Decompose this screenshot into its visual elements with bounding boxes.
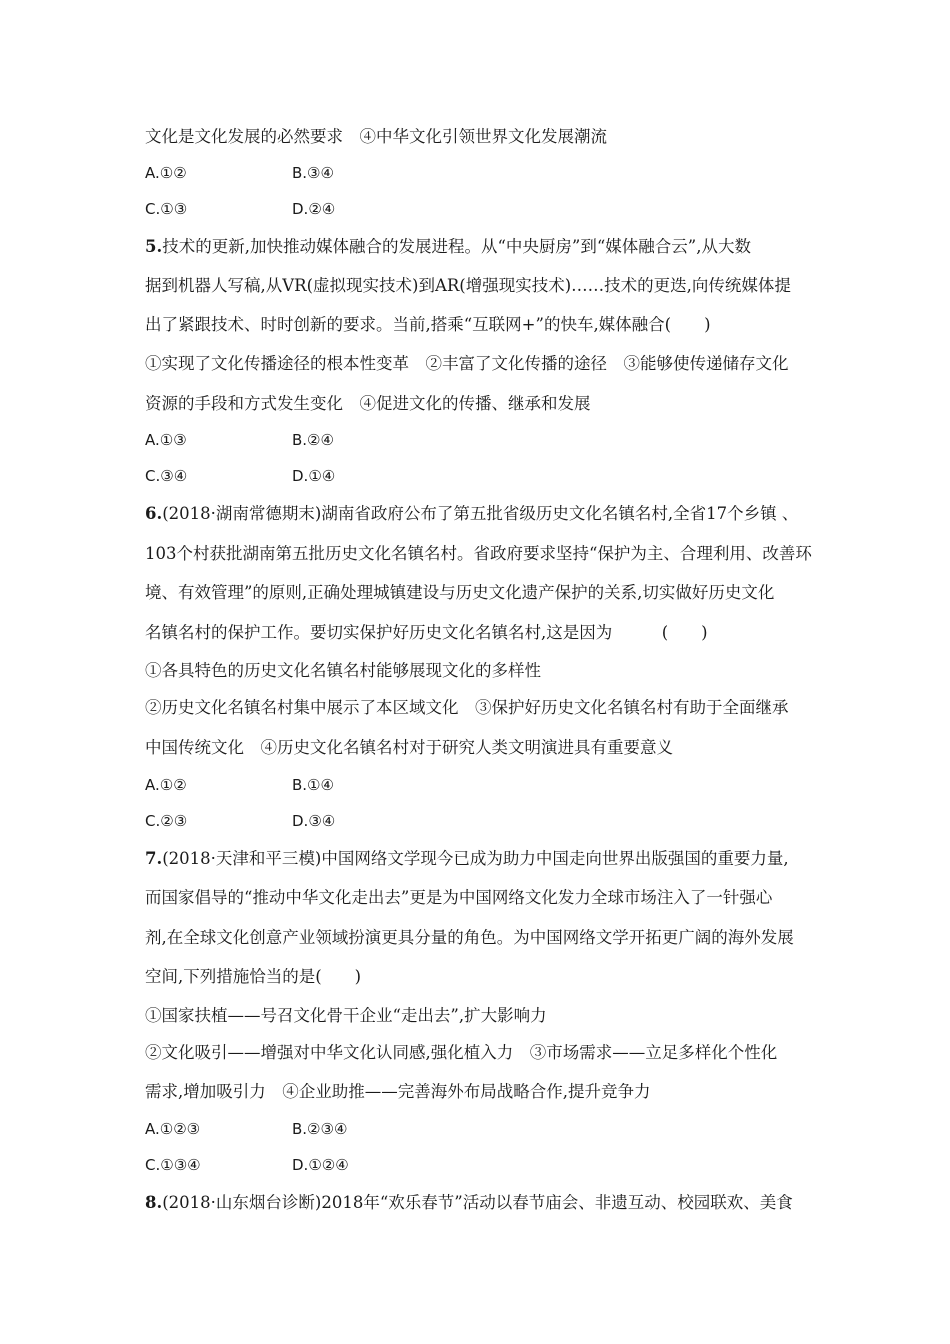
q7-option-b: B.②③④ (292, 1120, 348, 1138)
q5-option-c: C.③④ (145, 467, 188, 485)
q6-statement-line-1: ①各具特色的历史文化名镇名村能够展现文化的多样性 (145, 661, 541, 680)
q5-stem-line-3: 出了紧跟技术、时时创新的要求。当前,搭乘“互联网+”的快车,媒体融合( ) (145, 315, 711, 334)
q7-stem-line-1: 7.(2018·天津和平三模)中国网络文学现今已成为助力中国走向世界出版强国的重要力量, (145, 849, 789, 868)
q7-statement-line-3: 需求,增加吸引力 ④企业助推——完善海外布局战略合作,提升竞争力 (145, 1082, 651, 1101)
q4-option-b: B.③④ (292, 164, 334, 182)
q6-statement-line-3: 中国传统文化 ④历史文化名镇名村对于研究人类文明演进具有重要意义 (145, 738, 673, 757)
q5-statement-line-2: 资源的手段和方式发生变化 ④促进文化的传播、继承和发展 (145, 394, 591, 413)
q5-option-a: A.①③ (145, 431, 187, 449)
q4-option-a: A.①② (145, 164, 187, 182)
q4-option-c: C.①③ (145, 200, 188, 218)
q6-stem-line-2: 103个村获批湖南第五批历史文化名镇名村。省政府要求坚持“保护为主、合理利用、改善环 (145, 544, 812, 563)
q6-stem-line-1: 6.(2018·湖南常德期末)湖南省政府公布了第五批省级历史文化名镇名村,全省17个乡镇 、 (145, 504, 799, 523)
q7-option-a: A.①②③ (145, 1120, 201, 1138)
q6-stem-line-3: 境、有效管理”的原则,正确处理城镇建设与历史文化遗产保护的关系,切实做好历史文化 (145, 583, 775, 602)
q5-stem-line-1: 5.技术的更新,加快推动媒体融合的发展进程。从“中央厨房”到“媒体融合云”,从大数 (145, 237, 751, 256)
q5-number: 5. (145, 237, 163, 256)
q7-stem-line-4: 空间,下列措施恰当的是( ) (145, 967, 362, 986)
q5-option-d: D.①④ (292, 467, 336, 485)
q5-option-b: B.②④ (292, 431, 334, 449)
q6-number: 6. (145, 504, 163, 523)
q6-option-d: D.③④ (292, 812, 336, 830)
q7-option-d: D.①②④ (292, 1156, 349, 1174)
q8-number: 8. (145, 1193, 163, 1212)
q7-stem-line-3: 剂,在全球文化创意产业领域扮演更具分量的角色。为中国网络文学开拓更广阔的海外发展 (145, 928, 794, 947)
q4-text-line: 文化是文化发展的必然要求 ④中华文化引领世界文化发展潮流 (145, 127, 607, 146)
q4-option-d: D.②④ (292, 200, 336, 218)
q7-statement-line-2: ②文化吸引——增强对中华文化认同感,强化植入力 ③市场需求——立足多样化个性化 (145, 1043, 778, 1062)
q7-statement-line-1: ①国家扶植——号召文化骨干企业“走出去”,扩大影响力 (145, 1006, 547, 1025)
q6-option-a: A.①② (145, 776, 187, 794)
q6-option-b: B.①④ (292, 776, 334, 794)
q6-option-c: C.②③ (145, 812, 188, 830)
q7-stem-line-2: 而国家倡导的“推动中华文化走出去”更是为中国网络文化发力全球市场注入了一针强心 (145, 888, 773, 907)
q7-option-c: C.①③④ (145, 1156, 201, 1174)
q7-number: 7. (145, 849, 163, 868)
q6-stem-line-4: 名镇名村的保护工作。要切实保护好历史文化名镇名村,这是因为 ( ) (145, 623, 708, 642)
q8-stem-line-1: 8.(2018·山东烟台诊断)2018年“欢乐春节”活动以春节庙会、非遗互动、校园联欢、美食 (145, 1193, 793, 1212)
q6-statement-line-2: ②历史文化名镇名村集中展示了本区域文化 ③保护好历史文化名镇名村有助于全面继承 (145, 698, 789, 717)
q5-stem-line-2: 据到机器人写稿,从VR(虚拟现实技术)到AR(增强现实技术)……技术的更迭,向传统媒体提 (145, 276, 791, 295)
q5-statement-line-1: ①实现了文化传播途径的根本性变革 ②丰富了文化传播的途径 ③能够使传递储存文化 (145, 354, 789, 373)
